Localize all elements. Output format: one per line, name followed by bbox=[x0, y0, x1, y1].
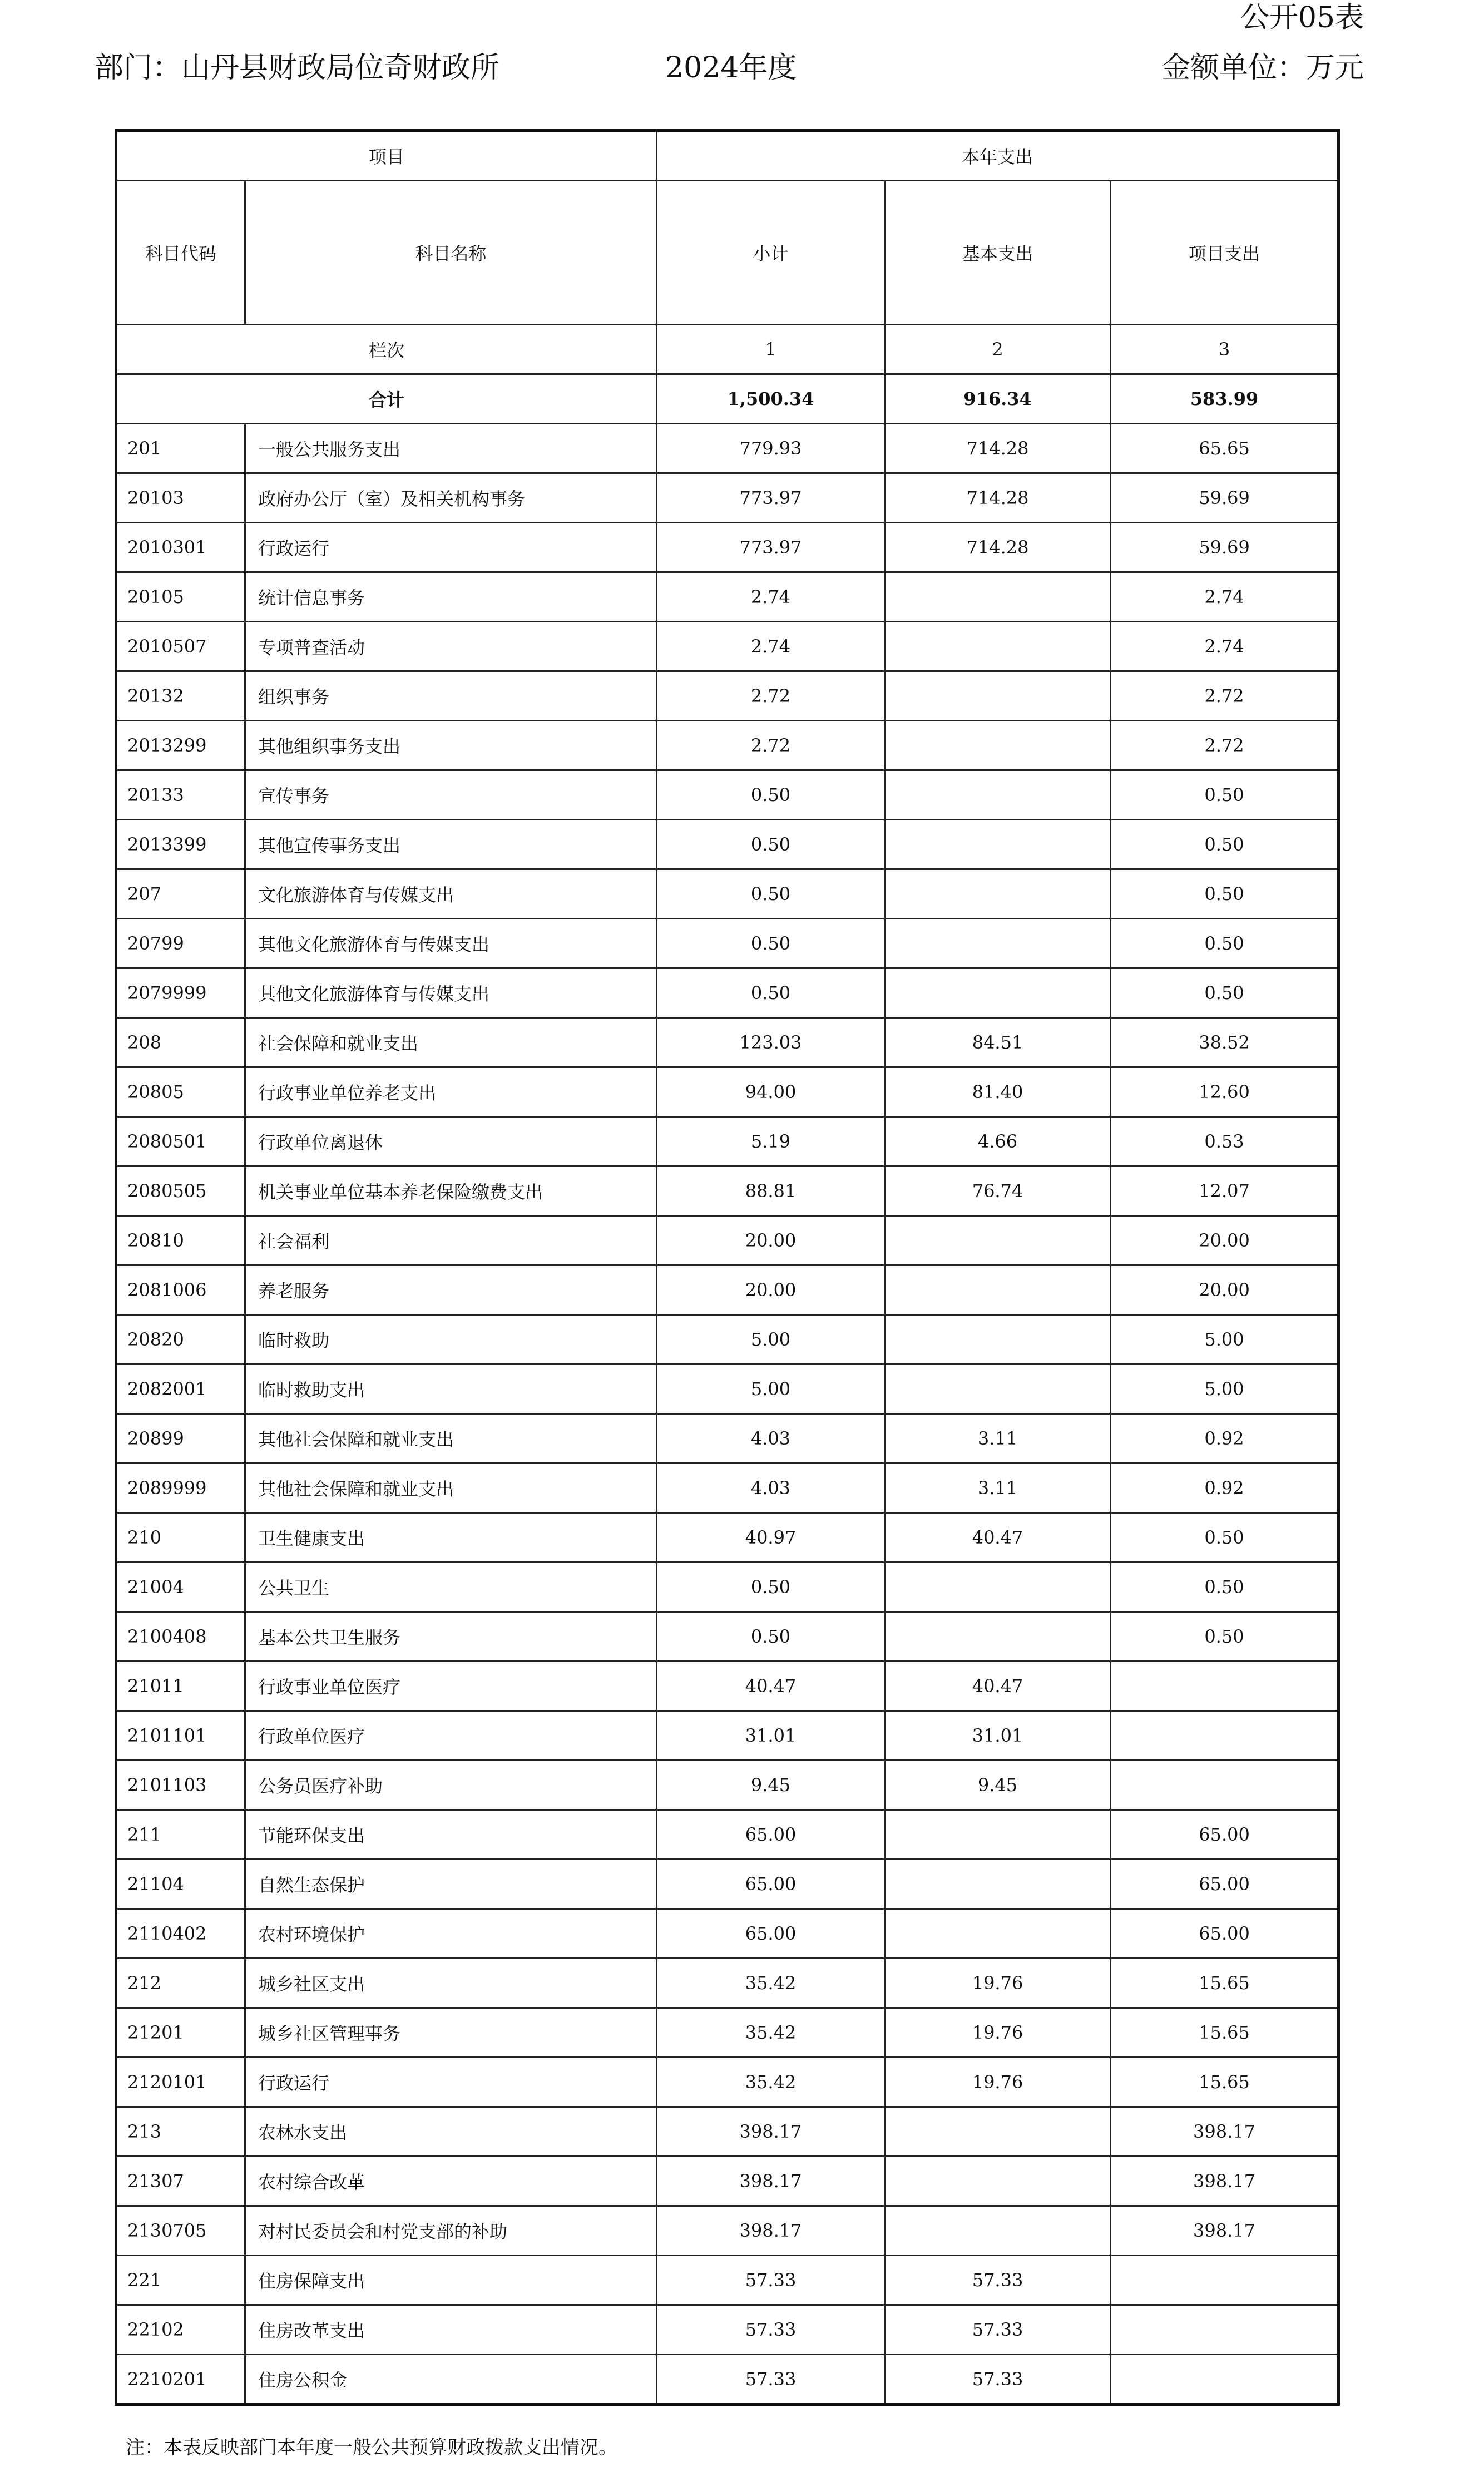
basic-cell: 3.11 bbox=[885, 1414, 1111, 1464]
subtotal-cell: 88.81 bbox=[657, 1166, 885, 1216]
subtotal-cell: 57.33 bbox=[657, 2256, 885, 2305]
name-cell: 其他文化旅游体育与传媒支出 bbox=[245, 968, 657, 1018]
project-cell: 398.17 bbox=[1111, 2157, 1339, 2206]
name-cell: 对村民委员会和村党支部的补助 bbox=[245, 2206, 657, 2256]
table-row bbox=[116, 523, 1339, 572]
basic-cell bbox=[885, 770, 1111, 820]
total-row bbox=[116, 374, 1339, 424]
name-cell: 其他组织事务支出 bbox=[245, 721, 657, 770]
basic-cell bbox=[885, 1909, 1111, 1959]
basic-cell bbox=[885, 671, 1111, 721]
project-cell: 65.00 bbox=[1111, 1909, 1339, 1959]
subtotal-cell: 0.50 bbox=[657, 869, 885, 919]
code-cell: 2120101 bbox=[116, 2058, 245, 2107]
subtotal-cell: 398.17 bbox=[657, 2107, 885, 2157]
table-row bbox=[116, 1563, 1339, 1612]
project-cell: 12.60 bbox=[1111, 1067, 1339, 1117]
name-cell: 社会福利 bbox=[245, 1216, 657, 1265]
code-cell: 2010301 bbox=[116, 523, 245, 572]
code-cell: 210 bbox=[116, 1513, 245, 1563]
basic-cell bbox=[885, 1810, 1111, 1860]
name-cell: 机关事业单位基本养老保险缴费支出 bbox=[245, 1166, 657, 1216]
project-cell: 2.72 bbox=[1111, 671, 1339, 721]
code-cell: 20810 bbox=[116, 1216, 245, 1265]
code-cell: 2110402 bbox=[116, 1909, 245, 1959]
table-row bbox=[116, 572, 1339, 622]
basic-cell: 84.51 bbox=[885, 1018, 1111, 1067]
table-row bbox=[116, 473, 1339, 523]
unit-label: 金额单位：万元 bbox=[1161, 51, 1364, 85]
project-cell: 20.00 bbox=[1111, 1216, 1339, 1265]
code-cell: 20133 bbox=[116, 770, 245, 820]
name-cell: 自然生态保护 bbox=[245, 1860, 657, 1909]
name-cell: 统计信息事务 bbox=[245, 572, 657, 622]
table-row bbox=[116, 1909, 1339, 1959]
subtotal-cell: 773.97 bbox=[657, 523, 885, 572]
table-row bbox=[116, 2157, 1339, 2206]
table-row bbox=[116, 1612, 1339, 1662]
year-label: 2024年度 bbox=[665, 51, 797, 85]
project-cell: 38.52 bbox=[1111, 1018, 1339, 1067]
project-cell: 398.17 bbox=[1111, 2107, 1339, 2157]
name-cell: 行政事业单位医疗 bbox=[245, 1662, 657, 1711]
table-row bbox=[116, 1265, 1339, 1315]
name-cell: 一般公共服务支出 bbox=[245, 424, 657, 473]
subtotal-column-header: 小计 bbox=[657, 181, 885, 325]
subtotal-cell: 2.74 bbox=[657, 572, 885, 622]
total-basic: 916.34 bbox=[885, 374, 1111, 424]
project-cell: 0.50 bbox=[1111, 820, 1339, 869]
footnote: 注：本表反映部门本年度一般公共预算财政拨款支出情况。 bbox=[126, 2436, 617, 2459]
total-project: 583.99 bbox=[1111, 374, 1339, 424]
table-row bbox=[116, 1662, 1339, 1711]
basic-cell: 57.33 bbox=[885, 2256, 1111, 2305]
basic-cell: 9.45 bbox=[885, 1761, 1111, 1810]
table-row bbox=[116, 820, 1339, 869]
table-row bbox=[116, 2058, 1339, 2107]
name-cell: 养老服务 bbox=[245, 1265, 657, 1315]
project-cell bbox=[1111, 1711, 1339, 1761]
index-cell: 1 bbox=[657, 325, 885, 374]
table-row bbox=[116, 1464, 1339, 1513]
code-cell: 20805 bbox=[116, 1067, 245, 1117]
code-cell: 2089999 bbox=[116, 1464, 245, 1513]
project-cell: 2.72 bbox=[1111, 721, 1339, 770]
basic-cell bbox=[885, 2107, 1111, 2157]
project-cell: 65.65 bbox=[1111, 424, 1339, 473]
basic-cell bbox=[885, 820, 1111, 869]
subtotal-cell: 123.03 bbox=[657, 1018, 885, 1067]
subtotal-cell: 40.47 bbox=[657, 1662, 885, 1711]
table-row bbox=[116, 1810, 1339, 1860]
table-row bbox=[116, 1067, 1339, 1117]
basic-cell bbox=[885, 572, 1111, 622]
project-cell: 15.65 bbox=[1111, 2058, 1339, 2107]
code-cell: 213 bbox=[116, 2107, 245, 2157]
basic-cell: 19.76 bbox=[885, 2008, 1111, 2058]
name-cell: 公务员医疗补助 bbox=[245, 1761, 657, 1810]
table-row bbox=[116, 2206, 1339, 2256]
name-cell: 农村综合改革 bbox=[245, 2157, 657, 2206]
project-cell: 5.00 bbox=[1111, 1364, 1339, 1414]
subtotal-cell: 40.97 bbox=[657, 1513, 885, 1563]
project-cell: 0.50 bbox=[1111, 919, 1339, 968]
project-cell: 398.17 bbox=[1111, 2206, 1339, 2256]
name-cell: 宣传事务 bbox=[245, 770, 657, 820]
table-row bbox=[116, 1018, 1339, 1067]
subtotal-cell: 5.00 bbox=[657, 1315, 885, 1364]
project-cell: 0.50 bbox=[1111, 869, 1339, 919]
subtotal-cell: 65.00 bbox=[657, 1810, 885, 1860]
code-cell: 21011 bbox=[116, 1662, 245, 1711]
name-cell: 其他社会保障和就业支出 bbox=[245, 1464, 657, 1513]
project-cell bbox=[1111, 1662, 1339, 1711]
basic-cell: 714.28 bbox=[885, 473, 1111, 523]
code-cell: 2080501 bbox=[116, 1117, 245, 1166]
basic-cell: 57.33 bbox=[885, 2305, 1111, 2355]
code-cell: 20103 bbox=[116, 473, 245, 523]
code-cell: 2080505 bbox=[116, 1166, 245, 1216]
code-cell: 2082001 bbox=[116, 1364, 245, 1414]
code-cell: 20105 bbox=[116, 572, 245, 622]
table-row bbox=[116, 1364, 1339, 1414]
project-cell: 0.50 bbox=[1111, 1563, 1339, 1612]
subtotal-cell: 398.17 bbox=[657, 2157, 885, 2206]
subtotal-cell: 0.50 bbox=[657, 968, 885, 1018]
basic-cell: 40.47 bbox=[885, 1662, 1111, 1711]
basic-cell bbox=[885, 2157, 1111, 2206]
name-cell: 行政单位离退休 bbox=[245, 1117, 657, 1166]
subtotal-cell: 20.00 bbox=[657, 1265, 885, 1315]
table-row bbox=[116, 671, 1339, 721]
name-cell: 农村环境保护 bbox=[245, 1909, 657, 1959]
subtotal-cell: 35.42 bbox=[657, 2058, 885, 2107]
code-cell: 2101103 bbox=[116, 1761, 245, 1810]
code-cell: 2010507 bbox=[116, 622, 245, 671]
basic-cell bbox=[885, 1364, 1111, 1414]
name-cell: 政府办公厅（室）及相关机构事务 bbox=[245, 473, 657, 523]
header-row-group bbox=[116, 131, 1339, 181]
basic-cell bbox=[885, 1265, 1111, 1315]
table-row bbox=[116, 869, 1339, 919]
name-column-header: 科目名称 bbox=[245, 181, 657, 325]
basic-cell: 714.28 bbox=[885, 523, 1111, 572]
name-cell: 行政单位医疗 bbox=[245, 1711, 657, 1761]
basic-cell: 76.74 bbox=[885, 1166, 1111, 1216]
basic-cell bbox=[885, 721, 1111, 770]
project-cell: 20.00 bbox=[1111, 1265, 1339, 1315]
table-row bbox=[116, 1117, 1339, 1166]
subtotal-cell: 0.50 bbox=[657, 1612, 885, 1662]
name-cell: 行政运行 bbox=[245, 523, 657, 572]
table-row bbox=[116, 1414, 1339, 1464]
subtotal-cell: 2.74 bbox=[657, 622, 885, 671]
project-cell: 0.50 bbox=[1111, 770, 1339, 820]
name-cell: 其他社会保障和就业支出 bbox=[245, 1414, 657, 1464]
table-row bbox=[116, 919, 1339, 968]
basic-cell: 4.66 bbox=[885, 1117, 1111, 1166]
basic-cell bbox=[885, 919, 1111, 968]
table-row bbox=[116, 2355, 1339, 2405]
name-cell: 社会保障和就业支出 bbox=[245, 1018, 657, 1067]
code-cell: 2013299 bbox=[116, 721, 245, 770]
project-cell: 15.65 bbox=[1111, 2008, 1339, 2058]
index-cell: 3 bbox=[1111, 325, 1339, 374]
basic-column-header: 基本支出 bbox=[885, 181, 1111, 325]
code-cell: 20799 bbox=[116, 919, 245, 968]
table-row bbox=[116, 1513, 1339, 1563]
name-cell: 临时救助 bbox=[245, 1315, 657, 1364]
code-cell: 2079999 bbox=[116, 968, 245, 1018]
basic-cell bbox=[885, 622, 1111, 671]
table-row bbox=[116, 968, 1339, 1018]
project-cell: 12.07 bbox=[1111, 1166, 1339, 1216]
subtotal-cell: 0.50 bbox=[657, 820, 885, 869]
basic-cell bbox=[885, 1315, 1111, 1364]
table-row bbox=[116, 1166, 1339, 1216]
project-cell: 0.53 bbox=[1111, 1117, 1339, 1166]
code-cell: 20820 bbox=[116, 1315, 245, 1364]
basic-cell: 3.11 bbox=[885, 1464, 1111, 1513]
basic-cell bbox=[885, 869, 1111, 919]
name-cell: 卫生健康支出 bbox=[245, 1513, 657, 1563]
basic-cell bbox=[885, 1860, 1111, 1909]
code-cell: 20899 bbox=[116, 1414, 245, 1464]
expense-table bbox=[115, 129, 1340, 2406]
project-column-header: 项目支出 bbox=[1111, 181, 1339, 325]
project-cell: 59.69 bbox=[1111, 523, 1339, 572]
project-cell bbox=[1111, 2355, 1339, 2405]
table-row bbox=[116, 2256, 1339, 2305]
expense-group-header: 本年支出 bbox=[657, 131, 1339, 181]
basic-cell: 57.33 bbox=[885, 2355, 1111, 2405]
basic-cell: 19.76 bbox=[885, 2058, 1111, 2107]
subtotal-cell: 57.33 bbox=[657, 2305, 885, 2355]
subtotal-cell: 2.72 bbox=[657, 671, 885, 721]
basic-cell bbox=[885, 1563, 1111, 1612]
table-row bbox=[116, 1711, 1339, 1761]
subtotal-cell: 2.72 bbox=[657, 721, 885, 770]
code-column-header: 科目代码 bbox=[116, 181, 245, 325]
table-row bbox=[116, 1761, 1339, 1810]
code-cell: 21004 bbox=[116, 1563, 245, 1612]
table-row bbox=[116, 2305, 1339, 2355]
project-cell: 0.50 bbox=[1111, 968, 1339, 1018]
project-cell: 2.74 bbox=[1111, 622, 1339, 671]
subtotal-cell: 773.97 bbox=[657, 473, 885, 523]
name-cell: 城乡社区支出 bbox=[245, 1959, 657, 2008]
project-cell: 59.69 bbox=[1111, 473, 1339, 523]
subtotal-cell: 31.01 bbox=[657, 1711, 885, 1761]
project-cell bbox=[1111, 2256, 1339, 2305]
basic-cell: 81.40 bbox=[885, 1067, 1111, 1117]
project-cell: 0.92 bbox=[1111, 1414, 1339, 1464]
table-row bbox=[116, 1860, 1339, 1909]
code-cell: 2101101 bbox=[116, 1711, 245, 1761]
basic-cell bbox=[885, 1612, 1111, 1662]
name-cell: 行政事业单位养老支出 bbox=[245, 1067, 657, 1117]
index-cell: 2 bbox=[885, 325, 1111, 374]
basic-cell: 40.47 bbox=[885, 1513, 1111, 1563]
name-cell: 城乡社区管理事务 bbox=[245, 2008, 657, 2058]
basic-cell: 31.01 bbox=[885, 1711, 1111, 1761]
table-row bbox=[116, 424, 1339, 473]
basic-cell bbox=[885, 1216, 1111, 1265]
table-number: 公开05表 bbox=[1240, 1, 1364, 34]
code-cell: 201 bbox=[116, 424, 245, 473]
project-cell: 65.00 bbox=[1111, 1860, 1339, 1909]
project-cell: 65.00 bbox=[1111, 1810, 1339, 1860]
code-cell: 2130705 bbox=[116, 2206, 245, 2256]
subtotal-cell: 94.00 bbox=[657, 1067, 885, 1117]
subtotal-cell: 57.33 bbox=[657, 2355, 885, 2405]
subtotal-cell: 4.03 bbox=[657, 1464, 885, 1513]
subtotal-cell: 0.50 bbox=[657, 770, 885, 820]
name-cell: 行政运行 bbox=[245, 2058, 657, 2107]
department-label: 部门：山丹县财政局位奇财政所 bbox=[95, 51, 500, 85]
name-cell: 其他宣传事务支出 bbox=[245, 820, 657, 869]
project-cell bbox=[1111, 2305, 1339, 2355]
name-cell: 公共卫生 bbox=[245, 1563, 657, 1612]
table-row bbox=[116, 1216, 1339, 1265]
table-row bbox=[116, 770, 1339, 820]
subtotal-cell: 9.45 bbox=[657, 1761, 885, 1810]
code-cell: 212 bbox=[116, 1959, 245, 2008]
code-cell: 221 bbox=[116, 2256, 245, 2305]
name-cell: 其他文化旅游体育与传媒支出 bbox=[245, 919, 657, 968]
name-cell: 组织事务 bbox=[245, 671, 657, 721]
subtotal-cell: 5.00 bbox=[657, 1364, 885, 1414]
table-row bbox=[116, 721, 1339, 770]
project-cell: 0.50 bbox=[1111, 1513, 1339, 1563]
code-cell: 2100408 bbox=[116, 1612, 245, 1662]
project-cell bbox=[1111, 1761, 1339, 1810]
basic-cell bbox=[885, 2206, 1111, 2256]
code-cell: 22102 bbox=[116, 2305, 245, 2355]
name-cell: 节能环保支出 bbox=[245, 1810, 657, 1860]
subtotal-cell: 20.00 bbox=[657, 1216, 885, 1265]
subtotal-cell: 35.42 bbox=[657, 2008, 885, 2058]
subtotal-cell: 5.19 bbox=[657, 1117, 885, 1166]
table-row bbox=[116, 1959, 1339, 2008]
code-cell: 208 bbox=[116, 1018, 245, 1067]
code-cell: 20132 bbox=[116, 671, 245, 721]
name-cell: 农林水支出 bbox=[245, 2107, 657, 2157]
header-row-columns bbox=[116, 181, 1339, 325]
project-cell: 2.74 bbox=[1111, 572, 1339, 622]
subtotal-cell: 4.03 bbox=[657, 1414, 885, 1464]
table-row bbox=[116, 622, 1339, 671]
table-row bbox=[116, 2107, 1339, 2157]
item-group-header: 项目 bbox=[116, 131, 657, 181]
code-cell: 2013399 bbox=[116, 820, 245, 869]
name-cell: 住房改革支出 bbox=[245, 2305, 657, 2355]
subtotal-cell: 779.93 bbox=[657, 424, 885, 473]
table-row bbox=[116, 1315, 1339, 1364]
subtotal-cell: 65.00 bbox=[657, 1860, 885, 1909]
code-cell: 21201 bbox=[116, 2008, 245, 2058]
project-cell: 0.50 bbox=[1111, 1612, 1339, 1662]
project-cell: 5.00 bbox=[1111, 1315, 1339, 1364]
code-cell: 21104 bbox=[116, 1860, 245, 1909]
basic-cell bbox=[885, 968, 1111, 1018]
code-cell: 21307 bbox=[116, 2157, 245, 2206]
subtotal-cell: 0.50 bbox=[657, 919, 885, 968]
subtotal-cell: 398.17 bbox=[657, 2206, 885, 2256]
subtotal-cell: 0.50 bbox=[657, 1563, 885, 1612]
name-cell: 临时救助支出 bbox=[245, 1364, 657, 1414]
name-cell: 专项普查活动 bbox=[245, 622, 657, 671]
index-row-label: 栏次 bbox=[116, 325, 657, 374]
code-cell: 2081006 bbox=[116, 1265, 245, 1315]
subtotal-cell: 65.00 bbox=[657, 1909, 885, 1959]
project-cell: 0.92 bbox=[1111, 1464, 1339, 1513]
name-cell: 基本公共卫生服务 bbox=[245, 1612, 657, 1662]
table-row bbox=[116, 2008, 1339, 2058]
code-cell: 207 bbox=[116, 869, 245, 919]
subtotal-cell: 35.42 bbox=[657, 1959, 885, 2008]
project-cell: 15.65 bbox=[1111, 1959, 1339, 2008]
name-cell: 住房保障支出 bbox=[245, 2256, 657, 2305]
total-label: 合计 bbox=[116, 374, 657, 424]
total-subtotal: 1,500.34 bbox=[657, 374, 885, 424]
code-cell: 2210201 bbox=[116, 2355, 245, 2405]
code-cell: 211 bbox=[116, 1810, 245, 1860]
name-cell: 住房公积金 bbox=[245, 2355, 657, 2405]
basic-cell: 714.28 bbox=[885, 424, 1111, 473]
name-cell: 文化旅游体育与传媒支出 bbox=[245, 869, 657, 919]
basic-cell: 19.76 bbox=[885, 1959, 1111, 2008]
index-row bbox=[116, 325, 1339, 374]
